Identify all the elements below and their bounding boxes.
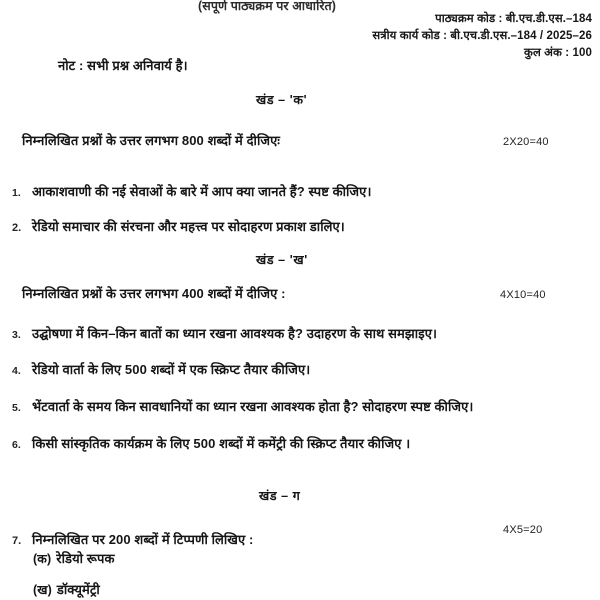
question-item <box>12 324 437 342</box>
question-item <box>12 530 253 548</box>
question-number: 1. <box>12 187 21 199</box>
sub-question-text: डॉक्यूमेंट्री <box>56 582 100 597</box>
question-number: 3. <box>12 329 21 341</box>
question-item <box>12 217 345 235</box>
question-item <box>12 397 473 415</box>
question-text: भेंटवार्ता के समय किन सावधानियों का ध्यान रखना आवश्यक होता है? सोदाहरण स्पष्ट कीजिए। <box>32 399 474 414</box>
section-instruction-a: निम्नलिखित प्रश्नों के उत्तर लगभग 800 शब्दों में दीजिएः <box>22 133 281 148</box>
question-text: निम्नलिखित पर 200 शब्दों में टिप्पणी लिखिए : <box>32 532 254 547</box>
question-number: 4. <box>12 365 21 377</box>
question-text: किसी सांस्कृतिक कार्यक्रम के लिए 500 शब्दों में कमेंट्री की स्क्रिप्ट तैयार कीजिए । <box>32 436 411 451</box>
section-instruction-b: निम्नलिखित प्रश्नों के उत्तर लगभग 400 शब्दों में दीजिए : <box>22 286 286 301</box>
sub-question-text: रेडियो रूपक <box>56 551 115 566</box>
question-text: रेडियो समाचार की संरचना और महत्त्व पर सोदाहरण प्रकाश डालिए। <box>32 219 345 234</box>
section-marks-a: 2X20=40 <box>503 136 549 148</box>
question-text: रेडियो वार्ता के लिए 500 शब्दों में एक स्क्रिप्ट तैयार कीजिए। <box>32 362 311 377</box>
paper-subtitle: (सपूर्ण पाठ्यक्रम पर आधारित) <box>198 0 337 13</box>
section-heading-a: खंड – 'क' <box>256 93 308 107</box>
course-code: पाठ्यक्रम कोड : बी.एच.डी.एस.–184 <box>435 13 592 25</box>
section-marks-c: 4X5=20 <box>503 524 543 536</box>
question-text: उद्घोषणा में किन–किन बातों का ध्यान रखना आवश्यक है? उदाहरण के साथ समझाइए। <box>32 326 438 341</box>
sub-question-item <box>33 549 115 567</box>
question-number: 7. <box>12 535 22 547</box>
question-number: 5. <box>12 402 21 414</box>
sub-question-label: (ख) <box>33 583 52 597</box>
question-item <box>12 434 410 452</box>
section-marks-b: 4X10=40 <box>500 289 546 301</box>
sub-question-label: (क) <box>33 552 52 566</box>
question-number: 2. <box>12 222 22 234</box>
section-heading-b: खंड – 'ख' <box>256 253 308 267</box>
question-number: 6. <box>12 439 21 451</box>
note-line: नोट : सभी प्रश्न अनिवार्य है। <box>58 58 188 73</box>
assignment-code: सत्रीय कार्य कोड : बी.एच.डी.एस.–184 / 2025–26 <box>372 30 592 42</box>
question-item <box>12 360 310 378</box>
total-marks: कुल अंक : 100 <box>524 47 592 59</box>
section-heading-c: खंड – ग <box>259 489 301 503</box>
question-text: आकाशवाणी की नई सेवाओं के बारे में आप क्या जानते हैं? स्पष्ट कीजिए। <box>32 184 372 199</box>
question-item <box>12 182 372 200</box>
sub-question-item <box>33 580 100 598</box>
